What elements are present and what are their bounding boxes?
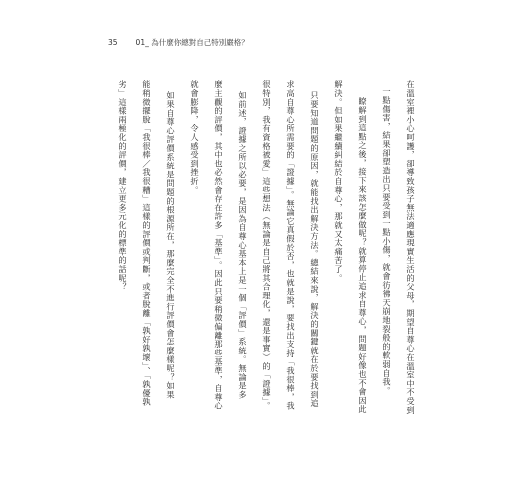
text-column: 能稍微擺脫「我很棒／我很糟」這樣的評價或判斷，或者脫離「孰好孰壞」、「孰優孰 — [142, 80, 152, 407]
page-header — [108, 38, 249, 47]
text-column: 劣」這樣兩極化的評價，建立更多元化的標準的話呢？ — [118, 80, 128, 292]
vertical-text-body — [108, 80, 418, 415]
text-column: 如前述，證據之所以必要，是因為自尊心基本上是一個「評價」系統。無論是多 — [238, 91, 248, 399]
text-column: 很特別，我有資格被愛」這些想法（無論是自己將其合理化，還是事實）的「證據」。 — [262, 80, 272, 411]
text-column: 就會膨降，令人感受到挫折。 — [190, 80, 200, 195]
text-column: 如果自尊心評價系統是問題的根源所在，那麼完全不進行評價會怎麼樣呢？如果 — [166, 91, 176, 399]
chapter-title: 01_ 為什麼你總對自己特別嚴格？ — [135, 38, 249, 47]
text-column: 在溫室裡小心呵護，卻導致孩子無法適應現實生活的父母，期望自尊心在溫室中不受到 — [406, 80, 416, 415]
text-column: 求高自尊心所需要的「證據」。無論它真假於否，也就是說，要找出支持「我很棒，我 — [286, 80, 296, 411]
text-column: 一點傷害，結果卻塑造出只要受到一點小傷，就會彷彿天崩地裂般的軟弱自我。 — [382, 87, 392, 395]
text-column: 只要知道問題的原因，就能找出解決方法。總結來說，解決的關鍵就在於要找到追 — [310, 91, 320, 408]
page-number: 35 — [108, 38, 118, 47]
text-column: 瞭解到這點之後，接下來該怎麼做呢？就算停止追求自尊心，問題好像也不會因此 — [358, 97, 368, 414]
text-column: 解決。但如果繼續糾結於自尊心，那就又太痛苦了。 — [334, 80, 344, 283]
text-column: 麼主觀的評價，其中也必然會存在許多「基準」。因此只要稍微偏離那些基準，自尊心 — [214, 80, 224, 411]
